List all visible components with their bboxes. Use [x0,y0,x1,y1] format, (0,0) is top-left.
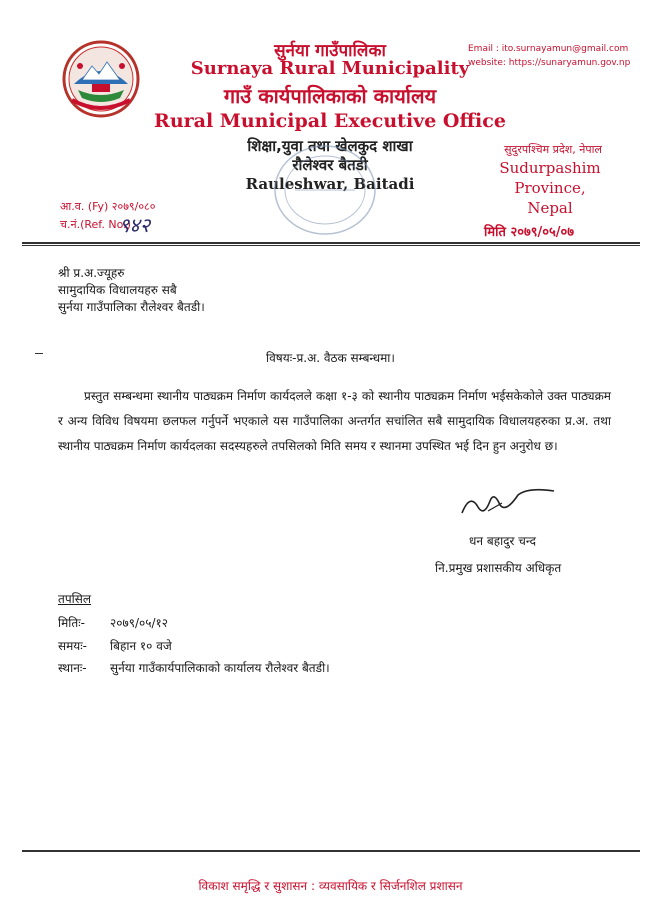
detail-date-value: २०७९/०५/१२ [110,616,169,630]
detail-date [58,614,168,631]
municipality-name-english: Surnaya Rural Municipality [190,58,470,79]
header-divider [22,242,640,244]
reference-number: ९४२ [119,213,151,237]
signature-icon [458,483,558,523]
province-english [470,158,630,218]
fiscal-year: आ.व. (Fy) २०७९/०८० [60,200,156,213]
header-divider-thin [22,245,640,246]
reference-label: च.नं.(Ref. No.) [60,218,131,231]
email-address: Email : ito.surnayamun@gmail.com [468,44,629,54]
addressee-line-3: सुर्नया गाउँपालिका रौलेश्वर बैतडी। [58,300,205,314]
office-name-nepali: गाउँ कार्यपालिकाको कार्यालय [223,84,437,108]
website-address: website: https://sunaryamun.gov.np [468,58,631,68]
signer-title: नि.प्रमुख प्रशासकीय अधिकृत [435,561,562,575]
detail-time-value: बिहान १० वजे [110,639,172,653]
signer-name: धन बहादुर चन्द [469,534,536,548]
province-english-line1: Sudurpashim Province, [499,159,601,197]
office-stamp-icon [270,140,380,240]
footer-divider [22,850,640,852]
place-nepali: रौलेश्वर बैतडी [292,156,368,174]
addressee-line-2: सामुदायिक विधालयहरु सबै [58,283,177,297]
detail-place-label: स्थानः- [58,661,87,675]
letter-subject: विषयः-प्र.अ. वैठक सम्बन्धमा। [266,351,395,365]
nepal-emblem-icon [62,40,140,118]
municipality-name-nepali: सुर्नया गाउँपालिका [274,41,386,61]
detail-time [58,637,172,654]
addressee-line-1: श्री प्र.अ.ज्यूहरु [58,266,125,280]
province-english-line2: Nepal [527,199,573,217]
detail-time-label: समयः- [58,639,88,653]
province-nepali: सुदुरपश्चिम प्रदेश, नेपाल [504,143,602,156]
place-english: Rauleshwar, Baitadi [245,175,415,193]
detail-date-label: मितिः- [58,616,85,630]
letter-date: मिति २०७९/०५/०७ [484,225,575,240]
footer-motto: विकाश समृद्धि र सुशासन : व्यवसायिक र सिर्जनशिल प्रशासन [198,879,463,893]
detail-place-value: सुर्नया गाउँकार्यपालिकाको कार्यालय रौलेश्वर बैतडी। [110,661,330,675]
details-heading: तपसिल [58,592,92,606]
office-name-english: Rural Municipal Executive Office [154,110,506,132]
detail-place [58,659,330,676]
letter-body: प्रस्तुत सम्बन्धमा स्थानीय पाठ्यक्रम निर्माण कार्यदलले कक्षा १-३ को स्थानीय पाठ्यक्रम निर्माण भईसकेकोले उक्त पाठ्यक्रम र अन्य विविध विषयमा छलफल गर्नुपर्ने भएकाले यस गाउँपालिका अन्तर्गत सचांलित सबै सामुदायिक विधालयहरुका प्र.अ. तथा स्थानीय पाठ्यक्रम निर्माण कार्यदलका सदस्यहरुले तपसिलको मिति समय र स्थानमा उपस्थित भई दिन हुन अनुरोध छ। [58,389,611,453]
section-name: शिक्षा,युवा तथा खेलकुद शाखा [247,137,413,155]
